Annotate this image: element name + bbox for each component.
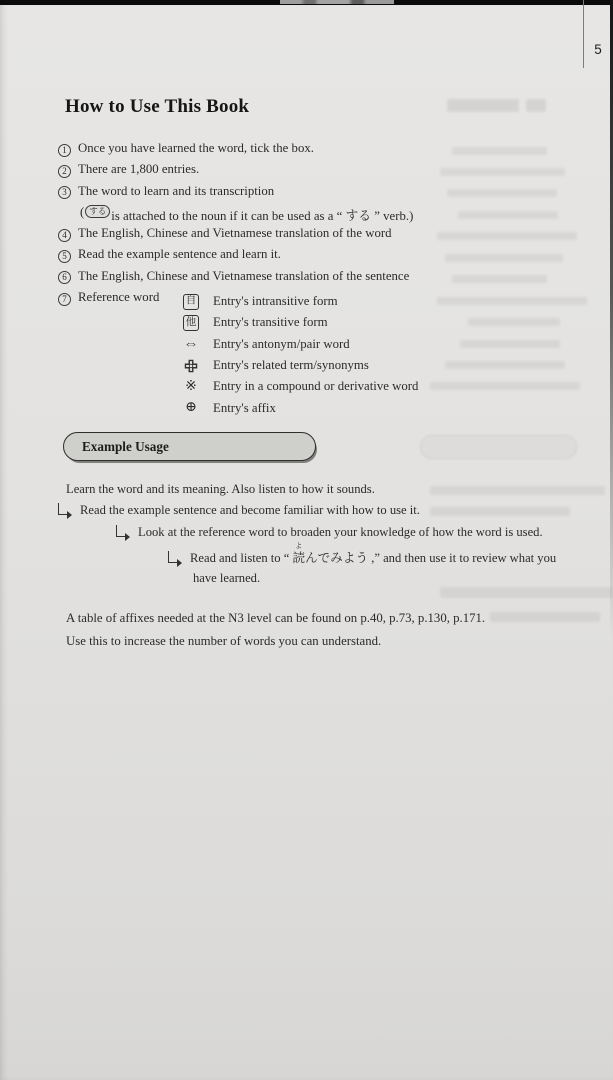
instruction-text: The word to learn and its transcription bbox=[78, 183, 275, 198]
page-number: 5 bbox=[594, 42, 602, 57]
transitive-marker-icon: 他 bbox=[183, 315, 199, 331]
related-cross-icon bbox=[181, 359, 201, 373]
circled-number-icon: 5 bbox=[58, 250, 71, 263]
legend-item bbox=[181, 312, 418, 333]
legend-label: Entry's transitive form bbox=[213, 315, 328, 330]
affix-note-line bbox=[66, 611, 485, 626]
flow-step bbox=[168, 541, 557, 566]
affix-circle-plus-icon: ⊕ bbox=[185, 400, 197, 416]
legend-label: Entry's intransitive form bbox=[213, 294, 338, 309]
flow-text: Read and listen to “ bbox=[190, 551, 293, 565]
affix-note-line bbox=[66, 634, 381, 649]
antonym-arrow-icon: ⇔ bbox=[183, 335, 199, 352]
legend-label: Entry's affix bbox=[213, 400, 276, 415]
legend-label: Entry's related term/synonyms bbox=[213, 358, 369, 373]
circled-number-icon: 7 bbox=[58, 293, 71, 306]
circled-number-icon: 3 bbox=[58, 186, 71, 199]
flow-text: Learn the word and its meaning. Also listen to how it sounds. bbox=[66, 482, 375, 496]
page-title: How to Use This Book bbox=[65, 96, 250, 117]
affix-note-text: Use this to increase the number of words you can understand. bbox=[66, 634, 382, 648]
furigana: よ bbox=[295, 541, 303, 550]
instruction-item bbox=[58, 269, 413, 290]
page-number-rule bbox=[583, 0, 584, 68]
instruction-list bbox=[58, 141, 413, 311]
ruby-kanji bbox=[292, 541, 306, 566]
circled-number-icon: 1 bbox=[58, 144, 71, 157]
circled-number-icon: 4 bbox=[58, 229, 71, 242]
intransitive-marker-icon: 自 bbox=[183, 294, 199, 310]
legend-item bbox=[181, 291, 418, 312]
suru-badge: する bbox=[85, 205, 110, 218]
branch-arrow-icon bbox=[116, 525, 127, 537]
affix-note-text: A table of affixes needed at the N3 level can be found on p.40, p.73, p.130, p.171. bbox=[66, 611, 486, 625]
instruction-text: The English, Chinese and Vietnamese translation of the sentence bbox=[78, 268, 410, 283]
branch-arrow-icon bbox=[58, 503, 69, 515]
instruction-item bbox=[58, 247, 413, 268]
flow-step bbox=[66, 482, 375, 497]
instruction-item bbox=[58, 226, 413, 247]
example-usage-heading bbox=[63, 432, 316, 461]
instruction-text: Read the example sentence and learn it. bbox=[78, 247, 281, 262]
legend-item bbox=[181, 376, 418, 397]
example-usage-label: Example Usage bbox=[82, 438, 169, 454]
flow-text: んでみよう ,” and then use it to review what you bbox=[305, 551, 557, 565]
ruby-base: 読 bbox=[292, 551, 306, 565]
instruction-text: Once you have learned the word, tick the box. bbox=[78, 141, 314, 155]
circled-number-icon: 2 bbox=[58, 165, 71, 178]
instruction-text: There are 1,800 entries. bbox=[78, 162, 200, 177]
instruction-item bbox=[58, 162, 413, 183]
instruction-text: The English, Chinese and Vietnamese translation of the word bbox=[78, 226, 392, 241]
flow-step-continuation bbox=[193, 571, 260, 586]
legend-item bbox=[181, 397, 418, 418]
legend-label: Entry in a compound or derivative word bbox=[213, 379, 419, 394]
instruction-item bbox=[58, 141, 413, 162]
compound-mark-icon: ※ bbox=[185, 378, 197, 394]
flow-step bbox=[58, 502, 420, 518]
legend-item bbox=[181, 355, 418, 376]
legend-label: Entry's antonym/pair word bbox=[213, 336, 350, 351]
suru-note bbox=[58, 205, 413, 226]
flow-text: Look at the reference word to broaden your knowledge of how the word is used. bbox=[138, 525, 543, 539]
flow-step bbox=[116, 524, 543, 540]
instruction-item bbox=[58, 184, 413, 205]
suru-note-open: ( bbox=[80, 204, 85, 219]
flow-text: have learned. bbox=[193, 571, 261, 585]
legend-item bbox=[181, 334, 418, 355]
reference-icon-legend bbox=[181, 291, 418, 419]
photo-top-edge-gap bbox=[280, 0, 394, 4]
branch-arrow-icon bbox=[168, 551, 179, 563]
instruction-text: Reference word bbox=[78, 290, 160, 305]
suru-note-rest: is attached to the noun if it can be used as a “ する ” verb.) bbox=[111, 208, 414, 223]
flow-text: Read the example sentence and become familiar with how to use it. bbox=[80, 503, 420, 517]
circled-number-icon: 6 bbox=[58, 271, 71, 284]
